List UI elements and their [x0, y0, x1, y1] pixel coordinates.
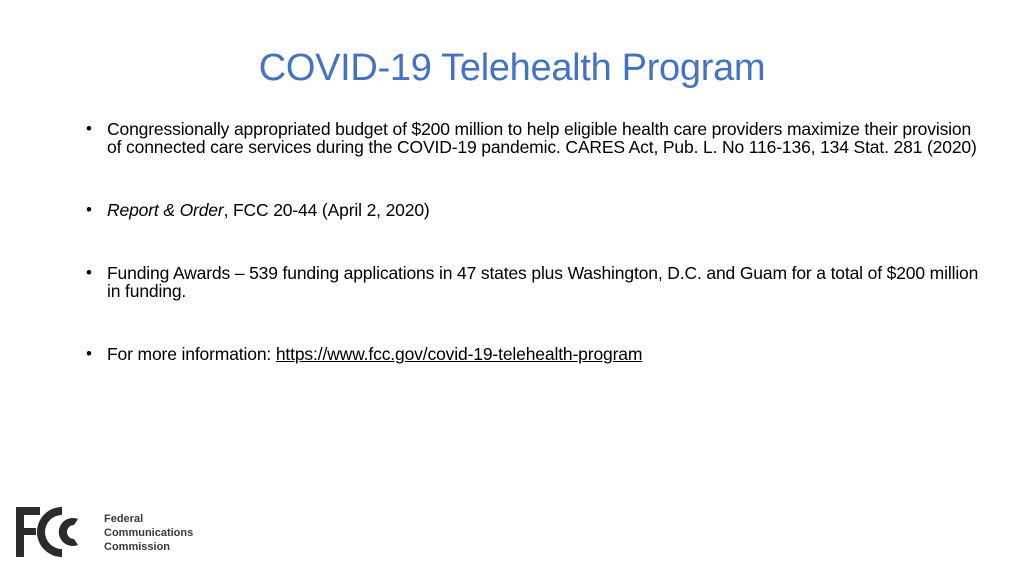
bullet-text-report-order: , FCC 20-44 (April 2, 2020) — [223, 200, 430, 220]
bullet-dot: • — [86, 200, 92, 219]
logo-line-federal: Federal — [104, 513, 144, 525]
bullet-text-funding-awards: Funding Awards – 539 funding applications in 47 states plus Washington, D.C. and Guam for a total of $200 million in funding. — [107, 263, 979, 301]
fcc-logo — [16, 501, 236, 559]
bullet-dot: • — [86, 119, 92, 138]
bullet-text-budget: Congressionally appropriated budget of $200 million to help eligible health care providers maximize their provision of connected care services during the COVID-19 pandemic. CARES Act, Pub. L. No 116-136, 134 Stat. 281 (2020) — [107, 119, 977, 157]
bullet-text-more-info: For more information: — [107, 344, 276, 364]
bullet-item-funding-awards — [86, 264, 986, 300]
fcc-logo-text — [104, 512, 193, 554]
fcc-telehealth-link[interactable]: https://www.fcc.gov/covid-19-telehealth-program — [275, 344, 643, 364]
slide-title: COVID-19 Telehealth Program — [258, 47, 766, 89]
bullet-dot: • — [86, 263, 92, 282]
report-order-title: Report & Order — [107, 200, 224, 220]
bullet-dot: • — [86, 344, 92, 363]
bullet-item-report-order — [86, 201, 986, 219]
bullet-item-budget — [86, 120, 986, 156]
fcc-mark-icon — [16, 501, 86, 559]
logo-line-commission: Commission — [104, 541, 171, 553]
bullet-item-more-info — [86, 345, 986, 363]
logo-line-communications: Communications — [104, 527, 194, 539]
bullet-list — [86, 120, 986, 363]
